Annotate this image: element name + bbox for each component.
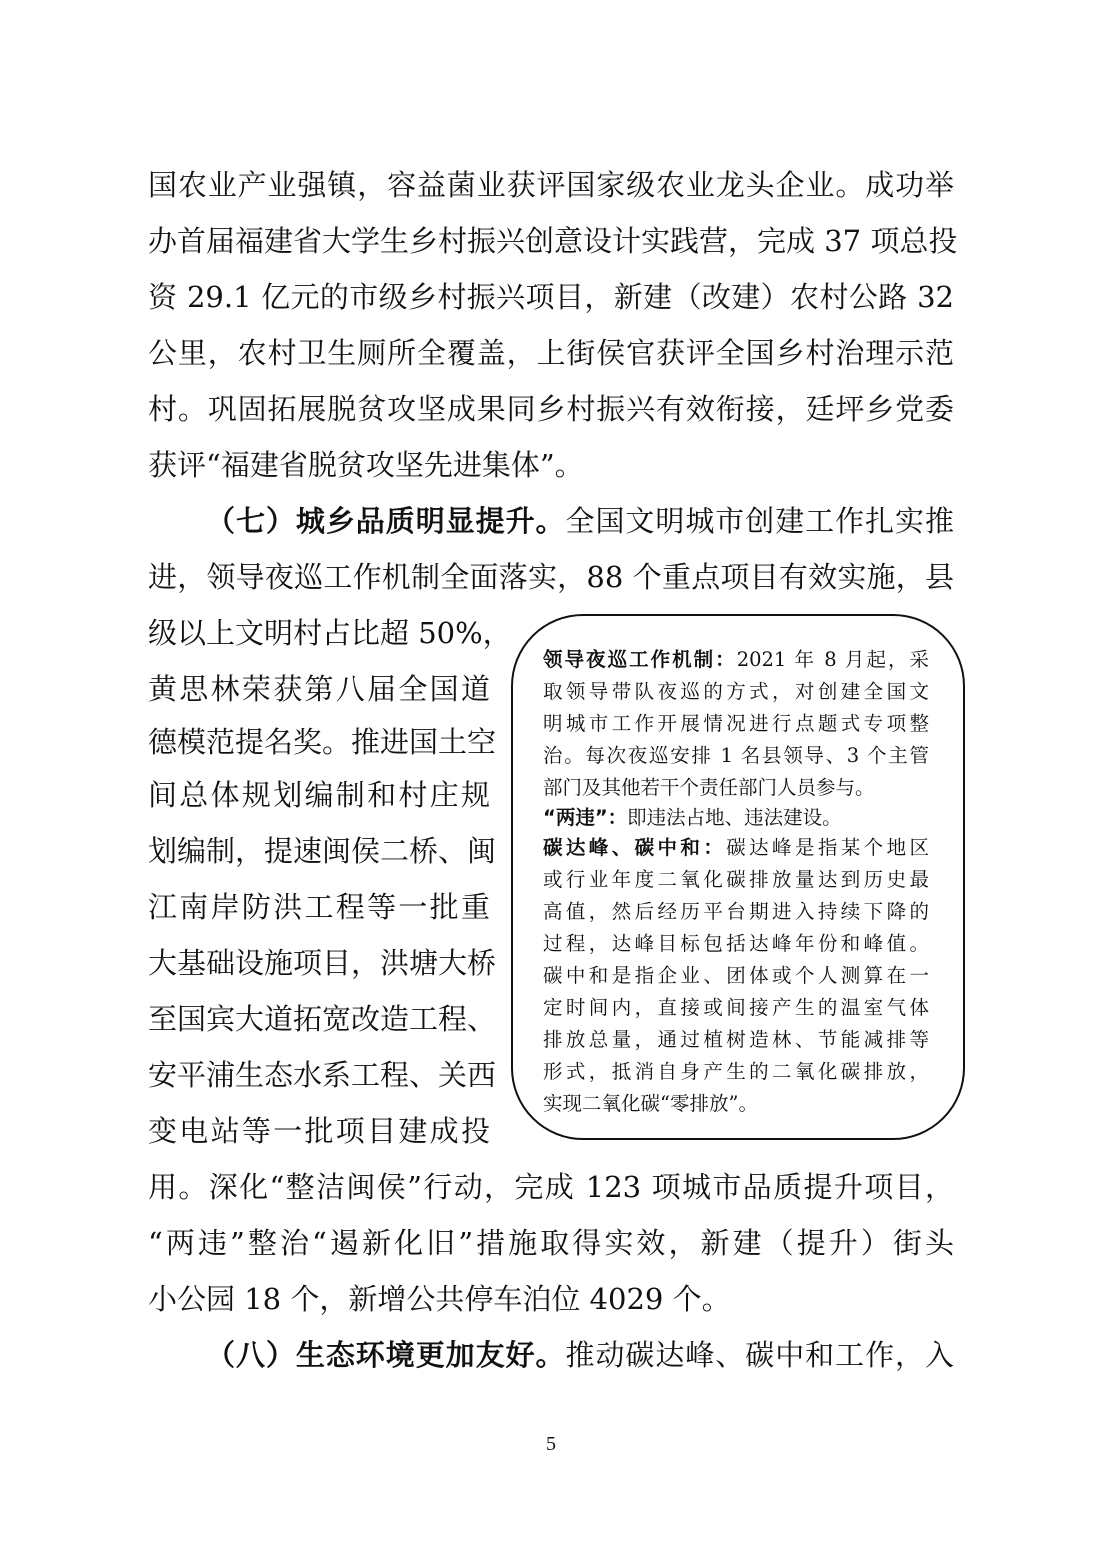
body-line: 德模范提名奖。推进国土空 (148, 725, 497, 759)
note-line: 或行业年度二氧化碳排放量达到历史最 (543, 868, 929, 891)
note-line: 实现二氧化碳“零排放”。 (543, 1092, 758, 1115)
body-line: 国农业产业强镇，容益菌业获评国家级农业龙头企业。成功举 (148, 168, 954, 202)
note-term-text: 碳达峰是指某个地区 (726, 836, 929, 859)
note-term-label: “两违”： (543, 806, 628, 829)
page-number: 5 (546, 1433, 556, 1455)
note-line: 治。每次夜巡安排 1 名县领导、3 个主管 (543, 744, 929, 767)
body-line: 至国宾大道拓宽改造工程、 (148, 1002, 497, 1036)
body-line: 小公园 18 个，新增公共停车泊位 4029 个。 (148, 1282, 731, 1316)
note-line: 过程，达峰目标包括达峰年份和峰值。 (543, 932, 929, 955)
note-line: 部门及其他若干个责任部门人员参与。 (543, 776, 875, 799)
note-term-label: 领导夜巡工作机制： (543, 648, 737, 671)
note-line (543, 803, 929, 833)
note-term-text: 2021 年 8 月起，采 (736, 648, 929, 671)
body-line: 级以上文明村占比超 50%， (148, 616, 512, 650)
note-term-text: 即违法占地、违法建设。 (627, 806, 842, 829)
body-line: 划编制，提速闽侯二桥、闽 (148, 834, 497, 868)
section-8-heading: （八）生态环境更加友好。 (206, 1338, 566, 1372)
note-line: 形式，抵消自身产生的二氧化碳排放， (543, 1060, 929, 1083)
note-line: 取领导带队夜巡的方式，对创建全国文 (543, 680, 929, 703)
note-line (543, 833, 929, 863)
body-line: 江南岸防洪工程等一批重 (148, 890, 490, 924)
section-7-heading: （七）城乡品质明显提升。 (206, 504, 566, 538)
body-line: 获评“福建省脱贫攻坚先进集体”。 (148, 448, 584, 482)
body-line: 用。深化“整洁闽侯”行动，完成 123 项城市品质提升项目， (148, 1170, 954, 1204)
body-line: 资 29.1 亿元的市级乡村振兴项目，新建（改建）农村公路 32 (148, 280, 954, 314)
body-line: 进，领导夜巡工作机制全面落实，88 个重点项目有效实施，县 (148, 560, 954, 594)
note-line: 排放总量，通过植树造林、节能减排等 (543, 1028, 929, 1051)
section-8-first-text: 推动碳达峰、碳中和工作，入 (565, 1338, 954, 1372)
body-line: 办首届福建省大学生乡村振兴创意设计实践营，完成 37 项总投 (148, 224, 958, 258)
note-line: 明城市工作开展情况进行点题式专项整 (543, 712, 929, 735)
note-term-label: 碳达峰、碳中和： (543, 836, 727, 859)
body-line: 大基础设施项目，洪塘大桥 (148, 946, 497, 980)
body-line: 黄思林荣获第八届全国道 (148, 672, 490, 706)
body-line: 公里，农村卫生厕所全覆盖，上街侯官获评全国乡村治理示范 (148, 336, 954, 370)
body-line: 村。巩固拓展脱贫攻坚成果同乡村振兴有效衔接，廷坪乡党委 (148, 392, 954, 426)
note-line: 碳中和是指企业、团体或个人测算在一 (543, 964, 929, 987)
body-line: 变电站等一批项目建成投 (148, 1114, 490, 1148)
note-line: 定时间内，直接或间接产生的温室气体 (543, 996, 929, 1019)
body-line: 间总体规划编制和村庄规 (148, 778, 490, 812)
section-7-first-text: 全国文明城市创建工作扎实推 (565, 504, 954, 538)
body-line: 安平浦生态水系工程、关西 (148, 1058, 497, 1092)
note-line (543, 645, 929, 675)
note-line: 高值，然后经历平台期进入持续下降的 (543, 900, 929, 923)
section-7-first-line (206, 499, 954, 543)
section-8-first-line (206, 1333, 954, 1377)
body-line: “两违”整治“遏新化旧”措施取得实效，新建（提升）街头 (148, 1226, 954, 1260)
